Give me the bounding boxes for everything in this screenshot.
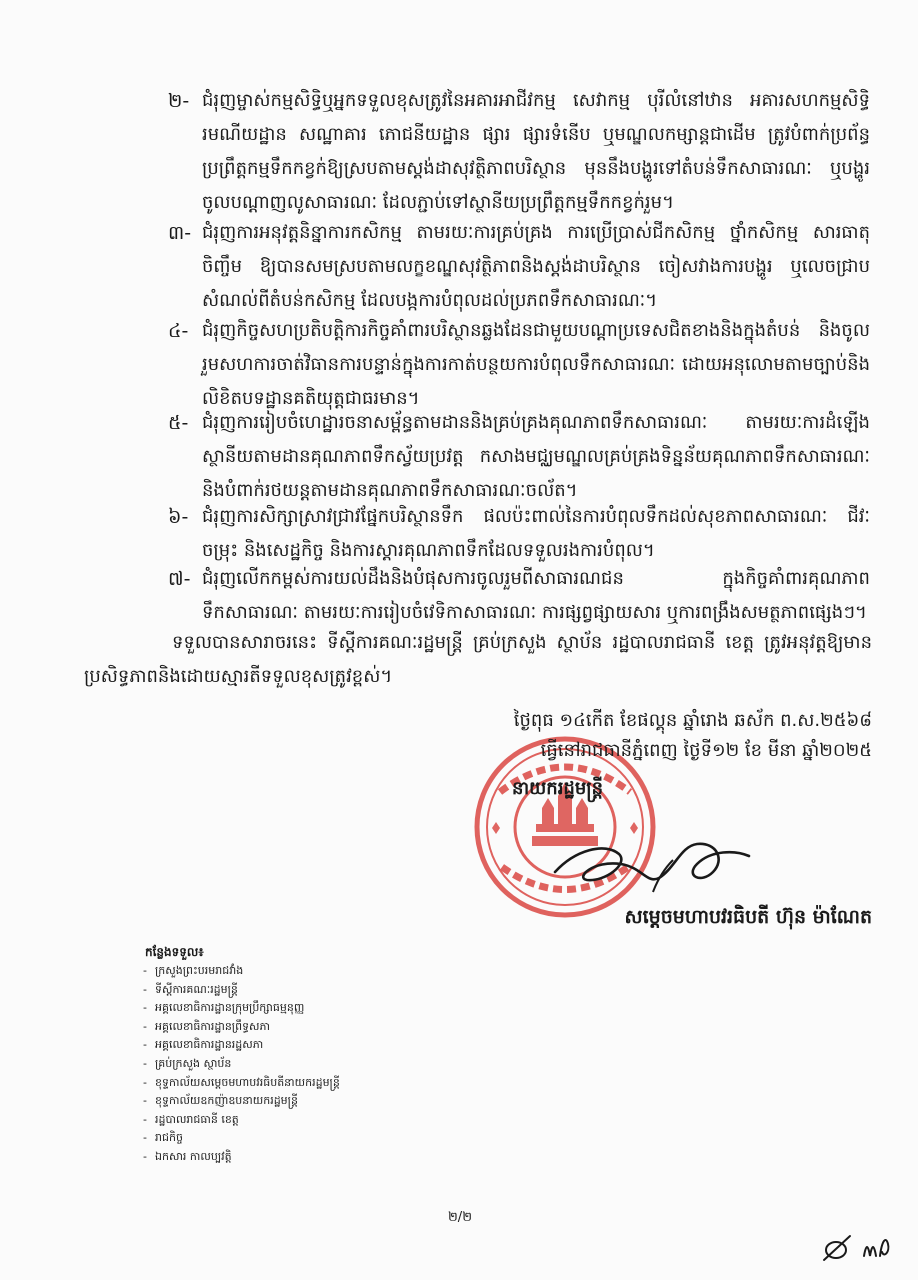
date-lunar: ថ្ងៃពុធ ១៤កើត ខែផល្គុន ឆ្នាំរោង ឆស័ក ព.ស.២៥៦៨ xyxy=(513,710,872,731)
clause-number: ៦- xyxy=(168,506,189,528)
list-item: - រាជកិច្ច xyxy=(143,1131,183,1145)
closing-paragraph: ទទួលបានសារាចរនេះ ទីស្តីការគណៈរដ្ឋមន្ត្រី គ្រប់ក្រសួង ស្ថាប័ន រដ្ឋបាលរាជធានី ខេត្ត ត្រូវអនុវត្តឱ្យមានប្រសិទ្ធភាពនិងដោយស្មារតីទទួលខុសត្រូវខ្ពស់។ xyxy=(84,632,872,687)
list-item: - ឯកសារ កាលប្បវត្តិ xyxy=(143,1149,232,1163)
clause-text: ជំរុញលើកកម្ពស់ការយល់ដឹងនិងបំផុសការចូលរួមពីសាធារណជន ក្នុងកិច្ចគាំពារគុណភាពទឹកសាធារណៈ តាមរយៈការរៀបចំវេទិកាសាធារណៈ ការផ្សព្វផ្សាយសារ ឬការពង្រឹងសមត្ថភាពផ្សេងៗ។ xyxy=(202,568,870,623)
clause-text: ជំរុញកិច្ចសហប្រតិបត្តិការកិច្ចគាំពារបរិស្ថានឆ្លងដែនជាមួយបណ្តាប្រទេសជិតខាងនិងក្នុងតំបន់ និងចូលរួមសហការចាត់វិធានការបន្ទាន់ក្នុងការកាត់បន្ថយការបំពុលទឹកសាធារណៈ ដោយអនុលោមតាមច្បាប់និងលិខិតបទដ្ឋានគតិយុត្តជាធរមាន។ xyxy=(202,320,870,409)
page-number: ២/២ xyxy=(447,1210,473,1225)
recipients-list xyxy=(143,962,523,1167)
initials-icon xyxy=(820,1222,900,1270)
list-item: - ខុទ្ទកាល័យសម្តេចមហាបវរធិបតីនាយករដ្ឋមន្ត្រី xyxy=(143,1075,340,1089)
list-item: - គ្រប់ក្រសួង ស្ថាប័ន xyxy=(143,1056,232,1070)
list-item: - ខុទ្ទកាល័យឧកញ៉ាឧបនាយករដ្ឋមន្ត្រី xyxy=(143,1094,298,1108)
clause-number: ៥- xyxy=(168,412,189,434)
list-item: - រដ្ឋបាលរាជធានី ខេត្ត xyxy=(143,1112,239,1126)
clause-number: ២- xyxy=(168,90,190,112)
signature-icon xyxy=(535,820,755,900)
clause-text: ជំរុញការសិក្សាស្រាវជ្រាវផ្នែកបរិស្ថានទឹក ផលប៉ះពាល់នៃការបំពុលទឹកដល់សុខភាពសាធារណៈ ជីវៈចម្រុះ និងសេដ្ឋកិច្ច និងការស្តារគុណភាពទឹកដែលទទួលរងការបំពុល។ xyxy=(202,506,870,561)
date-solar: ធ្វើនៅរាជធានីភ្នំពេញ ថ្ងៃទី១២ ខែ មីនា ឆ្នាំ២០២៥ xyxy=(540,740,872,761)
clause-number: ៤- xyxy=(168,320,189,342)
clause-text: ជំរុញការអនុវត្តនិន្នាការកសិកម្ម តាមរយៈការគ្រប់គ្រង ការប្រើប្រាស់ជីកសិកម្ម ថ្នាំកសិកម្ម សារធាតុចិញ្ចឹម ឱ្យបានសមស្របតាមលក្ខខណ្ឌសុវត្ថិភាពនិងស្តង់ដាបរិស្ថាន ចៀសវាងការបង្ហូរ ឬលេចជ្រាបសំណល់ពីតំបន់កសិកម្ម ដែលបង្កការបំពុលដល់ប្រភពទឹកសាធារណៈ។ xyxy=(202,222,870,311)
signer-name: សម្តេចមហាបវរធិបតី ហ៊ុន ម៉ាណែត xyxy=(624,906,872,928)
list-item: - ក្រសួងព្រះបរមរាជវាំង xyxy=(143,964,244,977)
list-item: - អគ្គលេខាធិការដ្ឋានរដ្ឋសភា xyxy=(143,1038,264,1052)
clause-text: ជំរុញម្ចាស់កម្មសិទ្ធិឬអ្នកទទួលខុសត្រូវនៃអគារអាជីវកម្ម សេវាកម្ម បុរីលំនៅឋាន អគារសហកម្មសិទ្ធិ រមណីយដ្ឋាន សណ្ឋាគារ ភោជនីយដ្ឋាន ផ្សារ ផ្សារទំនើប ឬមណ្ឌលកម្សាន្តជាដើម ត្រូវបំពាក់ប្រព័ន្ធប្រព្រឹត្តកម្មទឹកកខ្វក់ឱ្យស្របតាមស្តង់ដាសុវត្ថិភាពបរិស្ថាន មុននឹងបង្ហូរទៅតំបន់ទឹកសាធារណៈ ឬបង្ហូរចូលបណ្តាញលូសាធារណៈ ដែលភ្ជាប់ទៅស្ថានីយប្រព្រឹត្តកម្មទឹកកខ្វក់រួម។ xyxy=(202,90,870,213)
list-item: - អគ្គលេខាធិការដ្ឋានព្រឹទ្ធសភា xyxy=(143,1019,270,1033)
clause-number: ៧- xyxy=(168,568,191,590)
list-item: - ទីស្តីការគណៈរដ្ឋមន្ត្រី xyxy=(143,982,238,996)
signer-title: នាយករដ្ឋមន្ត្រី xyxy=(512,778,604,799)
clause-number: ៣- xyxy=(168,222,192,244)
clause-text: ជំរុញការរៀបចំហេដ្ឋារចនាសម្ព័ន្ធតាមដាននិងគ្រប់គ្រងគុណភាពទឹកសាធារណៈ តាមរយៈការដំឡើងស្ថានីយតាមដានគុណភាពទឹកស្វ័យប្រវត្ត កសាងមជ្ឈមណ្ឌលគ្រប់គ្រងទិន្នន័យគុណភាពទឹកសាធារណៈ និងបំពាក់រថយន្តតាមដានគុណភាពទឹកសាធារណៈចល័ត។ xyxy=(202,412,870,501)
recipients-title: កន្លែងទទួល៖ xyxy=(145,945,204,959)
recipients-block xyxy=(143,942,523,1167)
list-item: - អគ្គលេខាធិការដ្ឋានក្រុមប្រឹក្សាធម្មនុញ្ញ xyxy=(143,1001,305,1015)
